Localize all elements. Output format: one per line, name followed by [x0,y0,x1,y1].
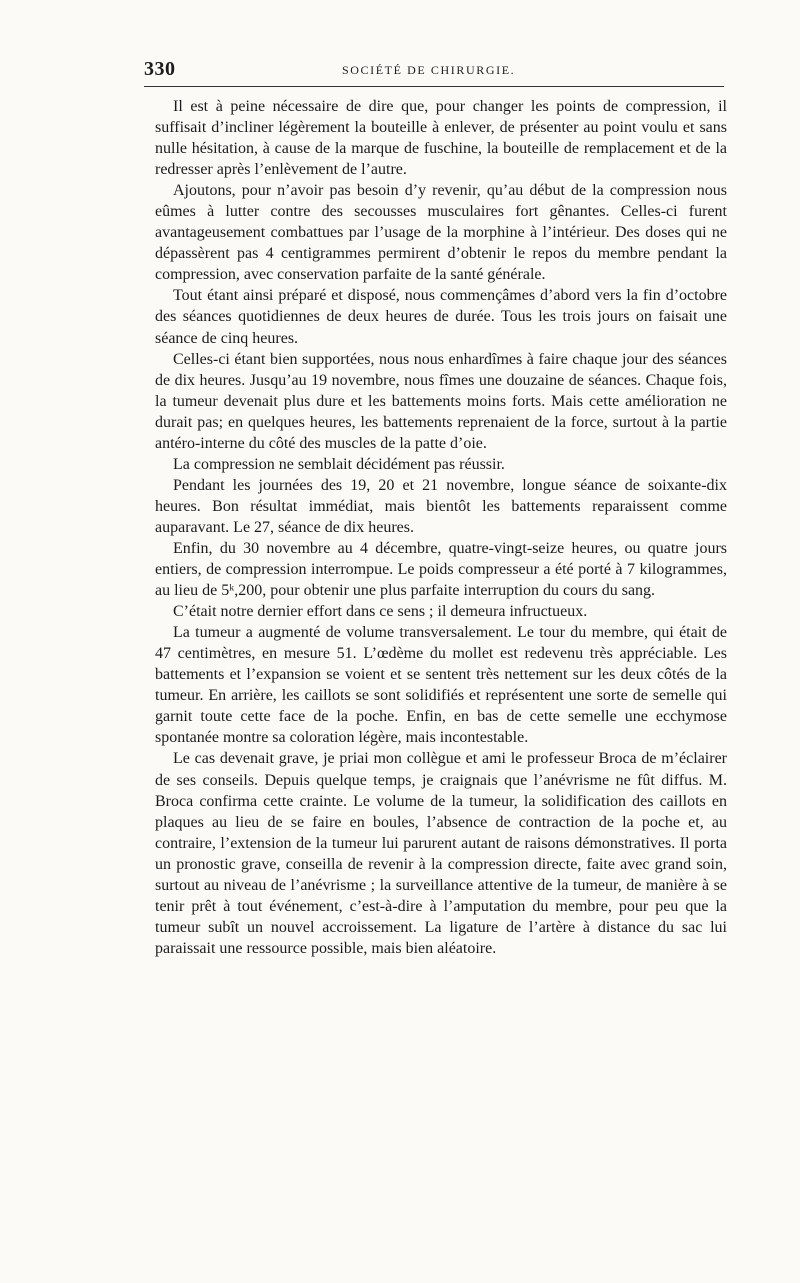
paragraph: Pendant les journées des 19, 20 et 21 novembre, longue séance de soixante-dix heures. Bon résultat immédiat, mais bientôt les battements reparaissent comme auparavant. Le 27, séance de dix heures. [155,476,727,536]
body-text [155,96,727,959]
paragraph: La tumeur a augmenté de volume transversalement. Le tour du membre, qui était de 47 centimètres, en mesure 51. L’œdème du mollet est redevenu très appréciable. Les battements et l’expansion se voient et se sentent très nettement sur les deux côtés de la tumeur. En arrière, les caillots se sont solidifiés et représentent une sorte de semelle qui garnit toute cette face de la poche. Enfin, en bas de cette semelle une ecchymose spontanée montre sa coloration légère, mais incontestable. [155,624,727,747]
page-header [144,58,724,84]
paragraph: Celles-ci étant bien supportées, nous nous enhardîmes à faire chaque jour des séances de dix heures. Jusqu’au 19 novembre, nous fîmes une douzaine de séances. Chaque fois, la tumeur devenait plus dure et les battements moins forts. Mais cette amélioration ne durait pas; en quelques heures, les battements reprenaient de la force, surtout à la partie antéro-interne du côté des muscles de la patte d’oie. [155,350,727,452]
running-title: SOCIÉTÉ DE CHIRURGIE. [342,63,516,77]
paragraph: Ajoutons, pour n’avoir pas besoin d’y revenir, qu’au début de la compression nous eûmes à lutter contre des secousses musculaires fort gênantes. Celles-ci furent avantageusement combattues par l’usage de la morphine à l’intérieur. Des doses qui ne dépassèrent pas 4 centigrammes permirent d’obtenir le repos du membre pendant la compression, avec conservation parfaite de la santé générale. [155,182,727,284]
header-rule [144,86,724,87]
page-number: 330 [144,58,176,80]
paragraph: La compression ne semblait décidément pas réussir. [173,455,505,473]
paragraph: C’était notre dernier effort dans ce sens ; il demeura infructueux. [173,603,588,621]
paragraph: Tout étant ainsi préparé et disposé, nous commençâmes d’abord vers la fin d’octobre des séances quotidiennes de deux heures de durée. Tous les trois jours on faisait une séance de cinq heures. [155,287,727,347]
paragraph: Le cas devenait grave, je priai mon collègue et ami le professeur Broca de m’éclairer de ses conseils. Depuis quelque temps, je craignais que l’anévrisme ne fût diffus. M. Broca confirma cette crainte. Le volume de la tumeur, la solidification des caillots en plaques au lieu de se faire en boules, l’absence de contraction de la poche et, au contraire, l’extension de la tumeur lui parurent autant de raisons démonstratives. Il porta un pronostic grave, conseilla de revenir à la compression directe, faite avec grand soin, surtout au niveau de l’anévrisme ; la surveillance attentive de la tumeur, de manière à se tenir prêt à tout événement, c’est-à-dire à l’amputation du membre, pour peu que la tumeur subît un nouvel accroissement. La ligature de l’artère à distance du sac lui paraissait une ressource possible, mais bien aléatoire. [155,750,727,957]
paragraph: Il est à peine nécessaire de dire que, pour changer les points de compression, il suffisait d’incliner légèrement la bouteille à enlever, de présenter au point voulu et sans nulle hésitation, à cause de la marque de fuschine, la bouteille de remplacement et de la redresser après l’enlèvement de l’autre. [155,98,727,179]
paragraph: Enfin, du 30 novembre au 4 décembre, quatre-vingt-seize heures, ou quatre jours entiers, de compression interrompue. Le poids compresseur a été porté à 7 kilogrammes, au lieu de 5ᵏ,200, pour obtenir une plus parfaite interruption du cours du sang. [155,539,727,600]
